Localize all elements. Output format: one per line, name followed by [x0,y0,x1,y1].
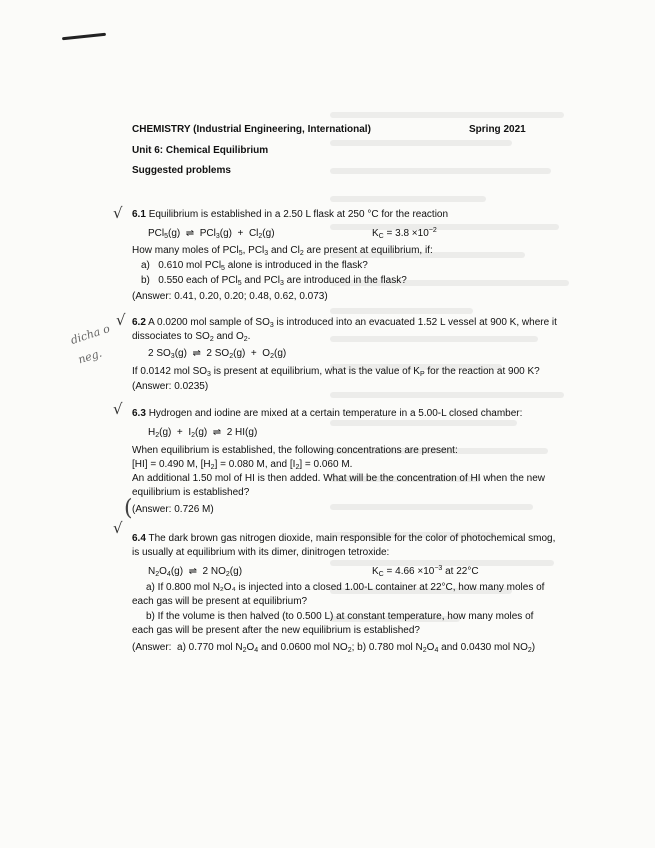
handwritten-bracket: ( [124,496,133,521]
problem-question: How many moles of PCl$_5$, PCl$_3$ and $Cl_2$ are present at equilibrium, if: [132,245,433,257]
problem-number: 6.3 [132,408,146,419]
reaction-equation: 2 $SO_3(g)$ ⇌ 2 $SO_2(g) + O_2(g)$ [148,348,287,360]
answer: (Answer: a) 0.770 mol $N_2O_4$ and 0.0600 mol $NO_2$; b) 0.780 mol $N_2O_4$ and 0.0430 mol $NO_2$) [132,642,536,654]
problem-6-1-intro [132,209,448,221]
reaction-equation: PCl$_5$(g) ⇌ $PCl_3(g) + Cl_2(g)$ [148,228,275,240]
problem-statement: The dark brown gas nitrogen dioxide, main responsible for the color of photochemical smog, [148,533,556,544]
concentrations: [HI] = 0.490 M, $[H_2] = 0.080$ M, and $[I_2] = 0.060$ M. [132,459,353,471]
part-b: b) If the volume is then halved (to 0.500 L) at constant temperature, how many moles of [146,611,534,622]
term-label: Spring 2021 [469,124,526,135]
margin-note: neg. [76,346,104,367]
answer: (Answer: 0.0235) [132,381,209,392]
equilibrium-constant: $K_C = 4.66 \times 10^{-3}$ at 22°C [372,565,479,578]
part-a-cont: each gas will be present at equilibrium? [132,596,308,607]
problem-statement-cont: is usually at equilibrium with its dimer, dinitrogen tetroxide: [132,547,390,558]
checkmark-icon: √ [113,519,123,537]
checkmark-icon: √ [113,204,123,222]
problem-6-2-intro: 6.2 A 0.0200 mol sample of $SO_3$ is introduced into an evacuated 1.52 L vessel at 900 K, where it [132,317,557,329]
problem-number: 6.1 [132,209,146,220]
checkmark-icon: √ [113,400,123,418]
part-b: b) 0.550 each of PCl$_5$ and PCl$_3$ are introduced in the flask? [141,275,407,287]
problem-statement: Hydrogen and iodine are mixed at a certain temperature in a 5.00-L closed chamber: [148,408,523,419]
part-a: a) 0.610 mol PCl$_5$ alone is introduced in the flask? [141,260,368,272]
reaction-equation: $H_2(g) + I_2(g)$ ⇌ 2 HI(g) [148,427,258,439]
problem-number: 6.2 [132,317,146,328]
problem-question: If 0.0142 mol $SO_3$ is present at equilibrium, what is the value of $K_P$ for the reaction at 900 K? [132,366,540,378]
part-a: a) If 0.800 mol N₂O₄ is injected into a closed 1.00-L container at 22°C, how many moles of [146,582,545,593]
problem-6-4-intro [132,533,555,545]
course-title: CHEMISTRY (Industrial Engineering, International) [132,124,371,135]
problem-number: 6.4 [132,533,146,544]
answer: (Answer: 0.726 M) [132,504,214,515]
checkmark-icon: √ [116,311,126,329]
problem-question-cont: equilibrium is established? [132,487,250,498]
answer: (Answer: 0.41, 0.20, 0.20; 0.48, 0.62, 0.073) [132,291,328,302]
equilibrium-constant: $K_C = 3.8 \times 10^{-2}$ [372,227,437,240]
problem-statement: When equilibrium is established, the following concentrations are present: [132,445,458,456]
pen-stroke-mark [62,33,106,41]
reaction-equation: $N_2O_4(g)$ ⇌ 2 $NO_2(g)$ [148,566,243,578]
part-b-cont: each gas will be present after the new equilibrium is established? [132,625,420,636]
margin-note: dicha o [68,322,112,347]
problem-statement: Equilibrium is established in a 2.50 L flask at 250 °C for the reaction [148,209,449,220]
subtitle: Suggested problems [132,165,231,176]
problem-6-3-intro [132,408,522,420]
unit-title: Unit 6: Chemical Equilibrium [132,145,269,156]
problem-statement-cont: dissociates to $SO_2$ and $O_2$. [132,331,251,343]
problem-question: An additional 1.50 mol of HI is then added. What will be the concentration of HI when the new [132,473,546,484]
